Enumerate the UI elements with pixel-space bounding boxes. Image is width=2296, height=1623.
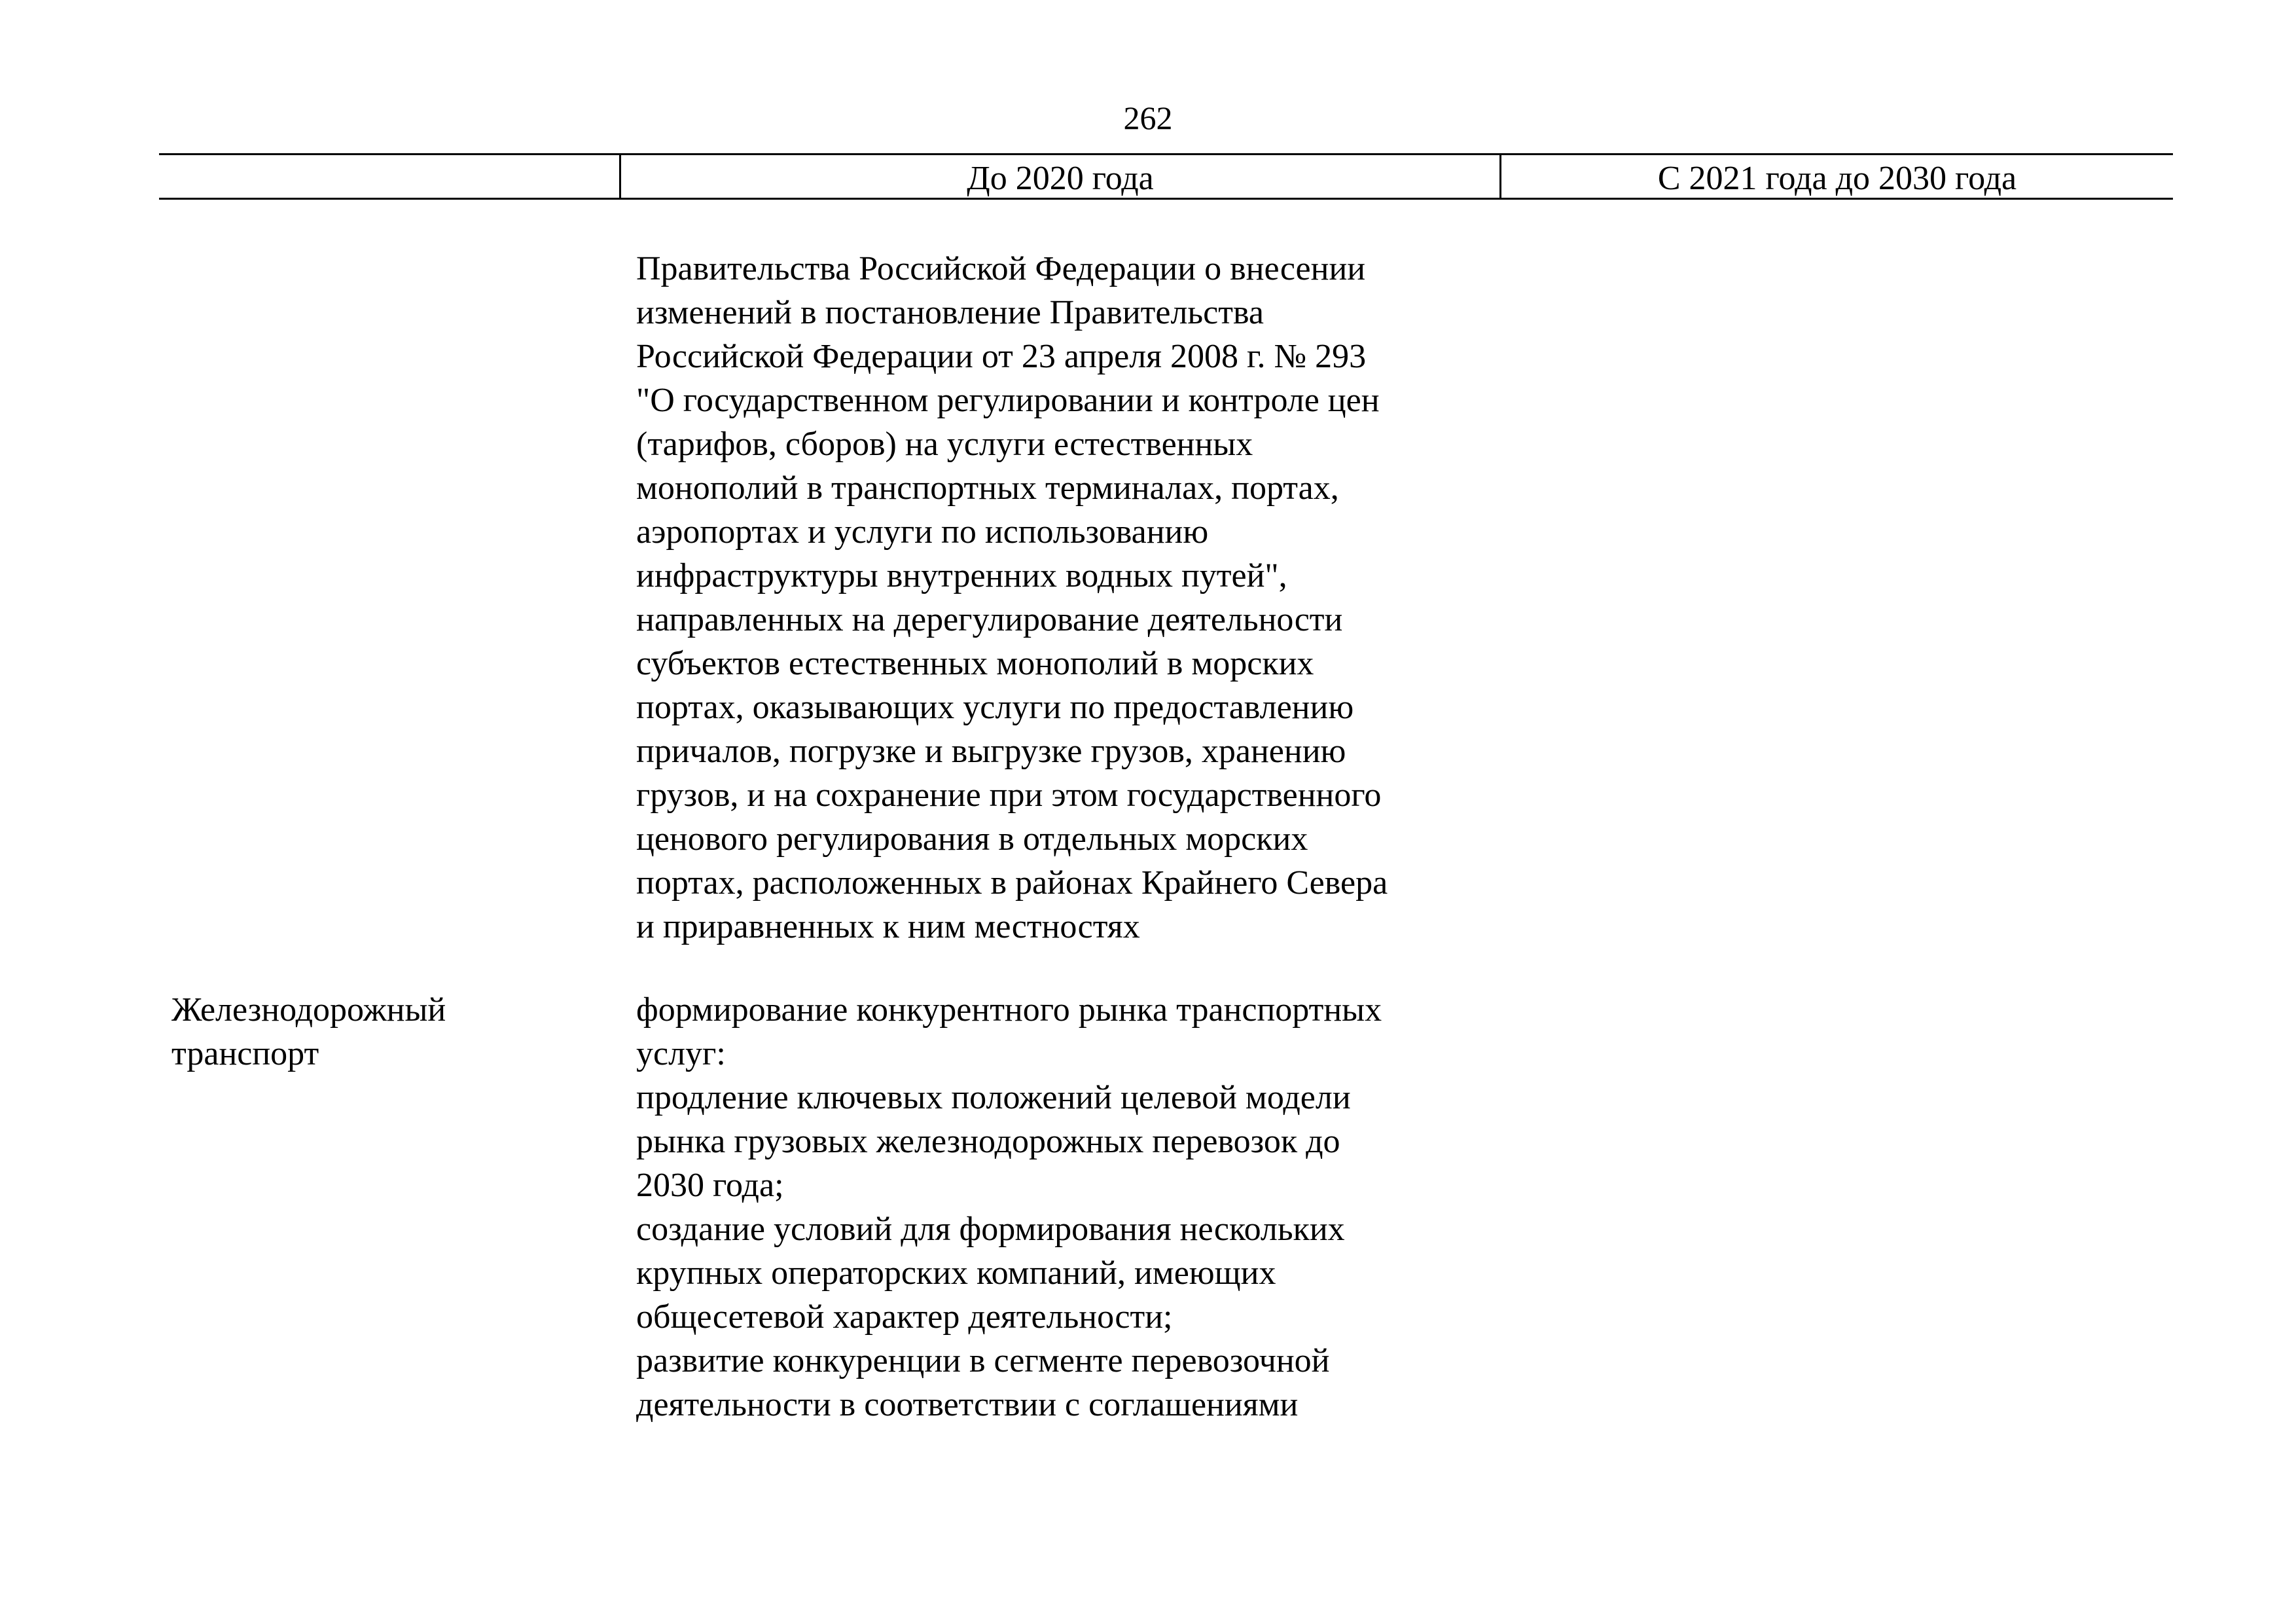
cell-line: "О государственном регулировании и контроле цен	[636, 382, 1380, 419]
cell-line: транспорт	[171, 1035, 319, 1072]
table-header-top-rule	[159, 153, 2173, 155]
cell-line: рынка грузовых железнодорожных перевозок до	[636, 1123, 1340, 1160]
cell-line: инфраструктуры внутренних водных путей",	[636, 557, 1287, 594]
page-number: 262	[1123, 100, 1173, 136]
table-cell-until-2020-row-1	[636, 247, 1494, 949]
cell-line: формирование конкурентного рынка транспортных	[636, 991, 1382, 1029]
cell-line: Железнодорожный	[171, 991, 446, 1029]
cell-line: аэропортах и услуги по использованию	[636, 513, 1209, 551]
cell-line: изменений в постановление Правительства	[636, 294, 1264, 331]
cell-line: направленных на дерегулирование деятельности	[636, 601, 1343, 638]
cell-line: портах, расположенных в районах Крайнего Севера	[636, 864, 1388, 902]
cell-line: ценового регулирования в отдельных морских	[636, 820, 1308, 858]
cell-line: развитие конкуренции в сегменте перевозочной	[636, 1342, 1330, 1379]
cell-line: (тарифов, сборов) на услуги естественных	[636, 426, 1253, 463]
cell-line: крупных операторских компаний, имеющих	[636, 1254, 1276, 1292]
cell-line: портах, оказывающих услуги по предоставлению	[636, 689, 1354, 726]
cell-line: продление ключевых положений целевой модели	[636, 1079, 1351, 1116]
cell-line: Российской Федерации от 23 апреля 2008 г. № 293	[636, 338, 1367, 375]
cell-line: монополий в транспортных терминалах, портах,	[636, 469, 1339, 507]
cell-line: общесетевой характер деятельности;	[636, 1298, 1173, 1336]
column-header-2021-2030: С 2021 года до 2030 года	[1657, 160, 2017, 197]
table-cell-until-2020-row-2	[636, 988, 1494, 1427]
cell-line: 2030 года;	[636, 1167, 784, 1204]
cell-line: субъектов естественных монополий в морских	[636, 645, 1314, 682]
cell-line: причалов, погрузке и выгрузке грузов, хранению	[636, 733, 1346, 770]
cell-line: и приравненных к ним местностях	[636, 908, 1140, 945]
column-header-until-2020: До 2020 года	[967, 160, 1154, 197]
table-cell-category-row-2	[171, 988, 610, 1076]
cell-line: Правительства Российской Федерации о внесении	[636, 250, 1366, 287]
column-header-category	[159, 156, 619, 202]
cell-line: деятельности в соответствии с соглашениями	[636, 1386, 1299, 1423]
cell-line: грузов, и на сохранение при этом государственного	[636, 776, 1382, 814]
cell-line: услуг:	[636, 1035, 726, 1072]
cell-line: создание условий для формирования нескольких	[636, 1211, 1345, 1248]
